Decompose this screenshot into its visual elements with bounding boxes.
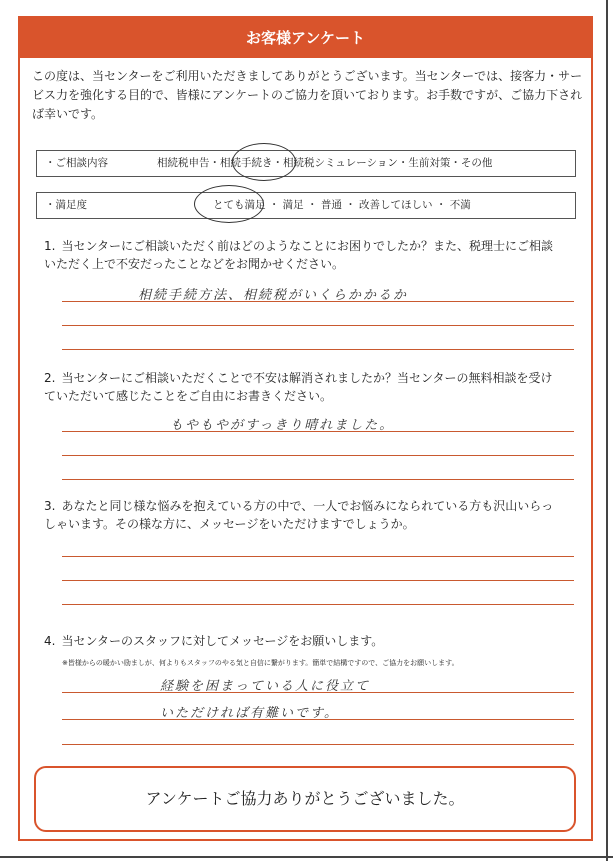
form-title: お客様アンケート <box>20 18 591 58</box>
question-4-note: ※皆様からの暖かい励ましが、何よりもスタッフのやる気と自信に繋がります。簡単で結構ですので、ご協力をお願いします。 <box>62 659 459 667</box>
satisfaction-box <box>36 192 576 219</box>
survey-form <box>18 16 593 841</box>
answer-line <box>62 744 574 745</box>
answer-line <box>62 604 574 605</box>
answer-line <box>62 301 574 302</box>
question-1-number: 1. <box>44 239 56 253</box>
intro-text: この度は、当センターをご利用いただきましてありがとうございます。当センターでは、接客力・サービス力を強化する目的で、皆様にアンケートのご協力を頂いております。お手数ですが、ご協力下されば幸いです。 <box>32 69 583 121</box>
question-4-number: 4. <box>44 634 56 648</box>
question-3-number: 3. <box>44 499 56 513</box>
question-3-text: あなたと同じ様な悩みを抱えている方の中で、一人でお悩みになられている方も沢山いらっしゃいます。その様な方に、メッセージをいただけますでしょうか。 <box>44 499 554 531</box>
question-2 <box>44 369 564 405</box>
answer-4-line-1: 経験を困まっている人に役立て <box>160 679 371 694</box>
satisfaction-options: とても満足 ・ 満足 ・ 普通 ・ 改善してほしい ・ 不満 <box>213 199 471 211</box>
page-edge-bottom <box>0 856 613 858</box>
satisfaction-label: ・満足度 <box>45 199 87 211</box>
answer-2: もやもやがすっきり晴れました。 <box>170 418 395 433</box>
question-1 <box>44 237 564 273</box>
question-2-number: 2. <box>44 371 56 385</box>
consult-answer-circle <box>232 143 296 181</box>
answer-4-line-2: いただければ有難いです。 <box>160 706 339 721</box>
answer-line <box>62 692 574 693</box>
answer-line <box>62 431 574 432</box>
answer-line <box>62 455 574 456</box>
page-edge-right <box>606 0 608 861</box>
consult-type-label: ・ご相談内容 <box>45 157 108 169</box>
answer-1: 相続手続方法、相続税がいくらかかるか <box>138 288 409 303</box>
question-2-text: 当センターにご相談いただくことで不安は解消されましたか？当センターの無料相談を受けていただいて感じたことをご自由にお書きください。 <box>44 371 553 403</box>
question-1-text: 当センターにご相談いただく前はどのようなことにお困りでしたか？また、税理士にご相談いただく上で不安だったことなどをお聞かせください。 <box>44 239 553 271</box>
satisfaction-answer-circle <box>194 185 264 223</box>
answer-line <box>62 556 574 557</box>
consult-type-box <box>36 150 576 177</box>
answer-line <box>62 325 574 326</box>
answer-line <box>62 479 574 480</box>
consult-type-options: 相続税申告・相続手続き・相続税シミュレーション・生前対策・その他 <box>157 157 493 169</box>
question-4 <box>44 632 564 650</box>
answer-line <box>62 719 574 720</box>
question-3 <box>44 497 564 533</box>
answer-line <box>62 349 574 350</box>
question-4-text: 当センターのスタッフに対してメッセージをお願いします。 <box>61 634 384 648</box>
thanks-box: アンケートご協力ありがとうございました。 <box>34 766 576 832</box>
answer-line <box>62 580 574 581</box>
